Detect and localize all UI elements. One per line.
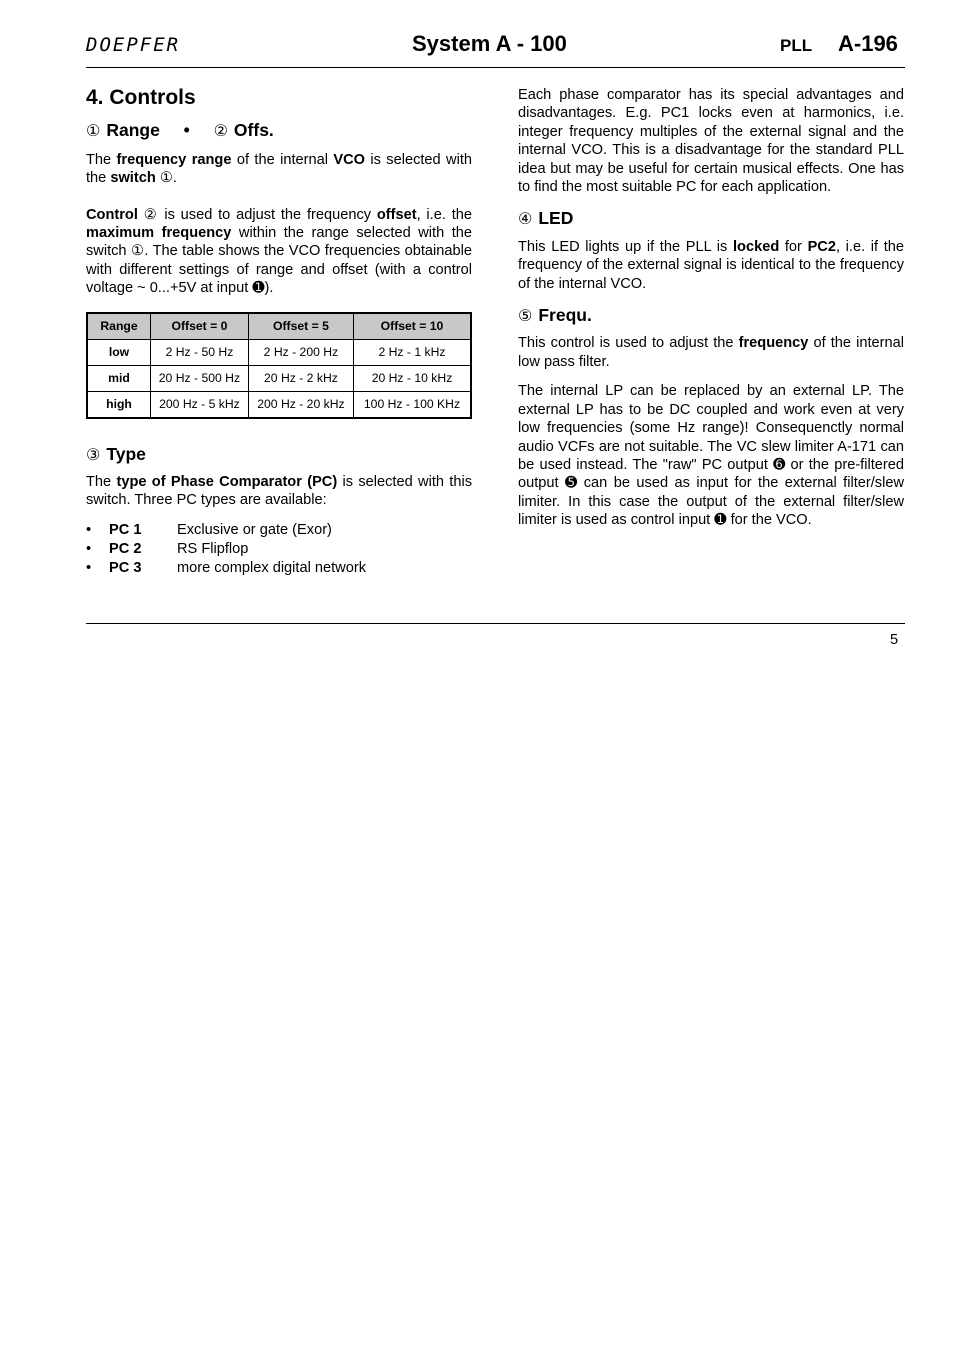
text-run: This control is used to adjust the bbox=[518, 335, 739, 352]
text-run: is selected with the bbox=[86, 151, 473, 187]
control-number-5: ⑤ bbox=[518, 308, 533, 326]
text-run: is selected with this switch. Three PC types are available: bbox=[86, 474, 473, 509]
heading-separator: • bbox=[183, 120, 190, 141]
table-header: Range bbox=[87, 313, 151, 340]
table-cell: 100 Hz - 100 KHz bbox=[354, 391, 472, 418]
table-cell: 200 Hz - 20 kHz bbox=[248, 391, 353, 418]
bold-run: frequency bbox=[738, 335, 809, 352]
pc-description: more complex digital network bbox=[177, 559, 366, 576]
offset-paragraph bbox=[86, 206, 472, 298]
table-header: Offset = 5 bbox=[248, 313, 353, 340]
pc-advantages-paragraph: Each phase comparator has its special advantages and disadvantages. E.g. PC1 locks even at harmonics, i.e. integer frequency multiples of the external signal and the internal VCO. This is a disadvantage for the standard PLL idea but may be useful for certain musical effects. One has to find the most suitable PC for each application. bbox=[518, 87, 904, 196]
pc-name: PC 2 bbox=[109, 540, 142, 557]
table-cell: high bbox=[87, 391, 151, 418]
control-number-2: ② bbox=[213, 123, 228, 141]
text-run: The bbox=[86, 151, 117, 168]
page-header bbox=[86, 30, 905, 68]
table-cell: 20 Hz - 10 kHz bbox=[354, 365, 472, 391]
text-run: for bbox=[779, 238, 808, 255]
table-row bbox=[87, 391, 471, 418]
text-run: , i.e. if the frequency of the external signal is identical to the frequency of the internal VCO. bbox=[518, 238, 905, 292]
table-cell: 20 Hz - 2 kHz bbox=[248, 365, 353, 391]
bold-run: frequency range bbox=[116, 151, 232, 168]
table-header: Offset = 0 bbox=[151, 313, 249, 340]
type-paragraph bbox=[86, 473, 472, 510]
table-cell: low bbox=[87, 339, 151, 365]
bold-run: maximum frequency bbox=[86, 225, 232, 242]
list-item bbox=[86, 559, 472, 578]
table-cell: 20 Hz - 500 Hz bbox=[151, 365, 249, 391]
bold-run: PC2 bbox=[807, 238, 836, 255]
offs-label: Offs. bbox=[233, 120, 274, 141]
module-number: A-196 bbox=[838, 31, 898, 56]
led-heading bbox=[518, 209, 904, 229]
table-cell: mid bbox=[87, 365, 151, 391]
pc-name: PC 3 bbox=[109, 559, 142, 576]
text-run: of the internal low pass filter. bbox=[518, 335, 904, 370]
table-cell: 2 Hz - 50 Hz bbox=[151, 339, 249, 365]
section-title: 4. Controls bbox=[86, 86, 196, 109]
table-row bbox=[87, 365, 471, 391]
bold-run: Control bbox=[86, 206, 138, 223]
table-cell: 2 Hz - 1 kHz bbox=[354, 339, 472, 365]
text-run: The bbox=[86, 474, 117, 491]
bold-run: switch bbox=[110, 170, 156, 187]
control-number-3: ③ bbox=[86, 446, 101, 464]
pc-name: PC 1 bbox=[109, 521, 142, 538]
range-label: Range bbox=[106, 120, 160, 141]
led-label: LED bbox=[538, 208, 574, 229]
right-column bbox=[518, 86, 904, 530]
module-type: PLL bbox=[780, 36, 813, 55]
text-run: ①. bbox=[155, 170, 177, 187]
table-row bbox=[87, 339, 471, 365]
bold-run: offset bbox=[376, 206, 417, 223]
text-run: , i.e. the bbox=[416, 206, 472, 223]
list-item bbox=[86, 540, 472, 559]
pc-description: RS Flipflop bbox=[177, 540, 249, 557]
vco-frequency-table bbox=[86, 312, 472, 419]
left-column bbox=[86, 86, 472, 578]
footer-divider bbox=[86, 623, 905, 624]
control-number-4: ④ bbox=[518, 211, 533, 229]
text-run: of the internal bbox=[231, 151, 334, 168]
page-number: 5 bbox=[890, 632, 899, 648]
table-cell: 200 Hz - 5 kHz bbox=[151, 391, 249, 418]
frequ-label: Frequ. bbox=[538, 305, 592, 326]
type-label: Type bbox=[106, 443, 146, 464]
table-header: Offset = 10 bbox=[354, 313, 472, 340]
text-run: within the range selected with the switch ①. The table shows the VCO frequencies obtainable with different settings of range and offset (with a control voltage ~ 0...+5V at input ➊). bbox=[86, 225, 472, 297]
type-heading bbox=[86, 445, 472, 465]
bold-run: VCO bbox=[333, 151, 365, 168]
pc-description: Exclusive or gate (Exor) bbox=[177, 521, 332, 538]
led-paragraph bbox=[518, 238, 904, 293]
external-lp-paragraph: The internal LP can be replaced by an external LP. The external LP has to be DC coupled and work even at very low frequencies (some Hz range)! Consequenctly normal audio VCFs are not suitable. The VC slew limiter A-171 can be used instead. The "raw" PC output ➏ or the pre-filtered output ➎ can be used as input for the external filter/slew limiter. In this case the output of the external filter/slew limiter is used as control input ➊ for the VCO. bbox=[518, 383, 904, 529]
list-item bbox=[86, 521, 472, 540]
text-run: This LED lights up if the PLL is bbox=[518, 238, 733, 255]
pc-type-list bbox=[86, 521, 472, 578]
control-number-1: ① bbox=[86, 123, 101, 141]
text-run: ② is used to adjust the frequency bbox=[137, 206, 377, 223]
brand-logo: DOEPFER bbox=[86, 34, 181, 56]
range-offs-heading bbox=[86, 121, 472, 141]
bold-run: type of Phase Comparator (PC) bbox=[116, 474, 338, 491]
system-title: System A - 100 bbox=[412, 31, 567, 56]
frequ-heading bbox=[518, 306, 904, 326]
table-cell: 2 Hz - 200 Hz bbox=[248, 339, 353, 365]
bold-run: locked bbox=[733, 238, 780, 255]
range-paragraph bbox=[86, 151, 472, 188]
table-header-row bbox=[87, 313, 471, 340]
frequ-paragraph bbox=[518, 334, 904, 371]
